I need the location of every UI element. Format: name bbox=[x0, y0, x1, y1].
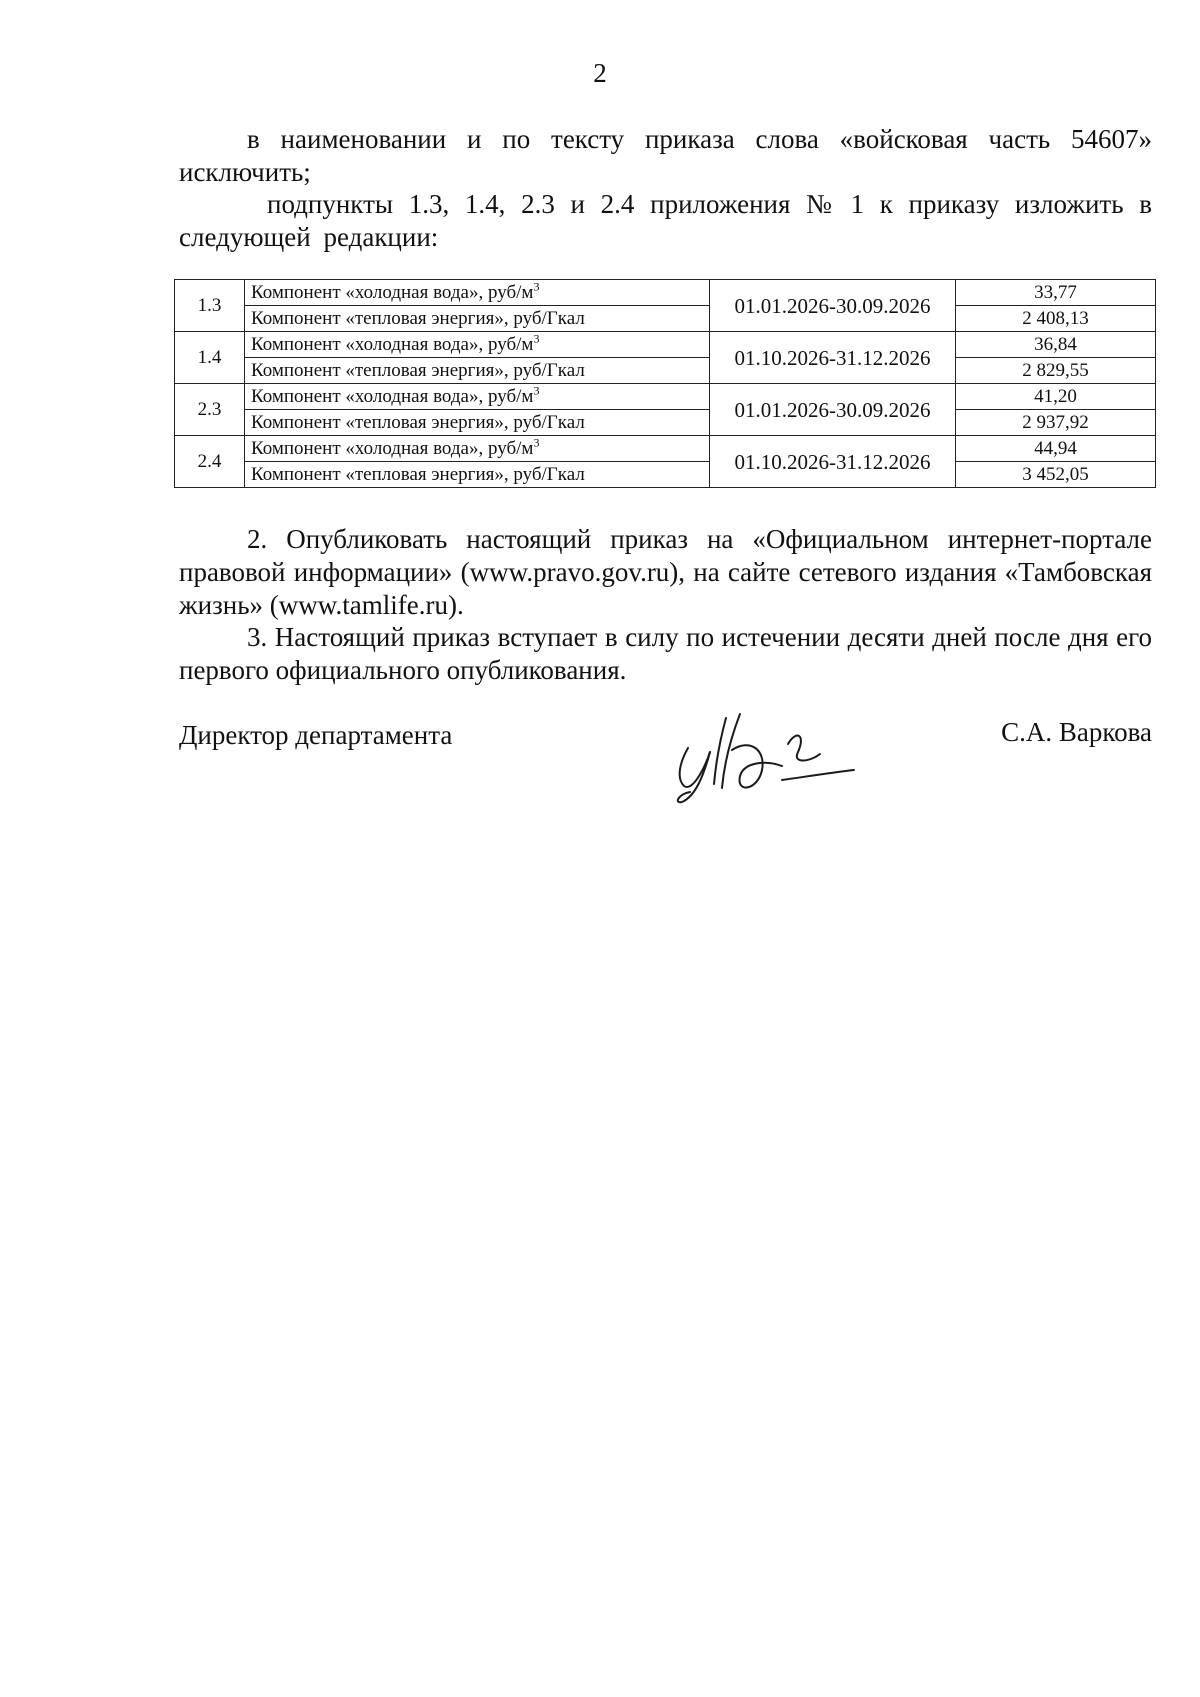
signatory-name: С.А. Варкова bbox=[1001, 717, 1152, 747]
signature-block bbox=[179, 717, 1152, 760]
table-row bbox=[175, 306, 1156, 332]
heat-energy-label: Компонент «тепловая энергия», руб/Гкал bbox=[245, 410, 710, 436]
heat-energy-label: Компонент «тепловая энергия», руб/Гкал bbox=[245, 358, 710, 384]
cold-water-value: 44,94 bbox=[956, 436, 1156, 462]
tariff-table bbox=[174, 279, 1156, 488]
table-row bbox=[175, 358, 1156, 384]
paragraph-effective-date: 3. Настоящий приказ вступает в силу по истечении десяти дней после дня его первого официального опубликования. bbox=[179, 622, 1152, 685]
table-row bbox=[175, 280, 1156, 306]
cold-water-value: 41,20 bbox=[956, 384, 1156, 410]
table-row bbox=[175, 410, 1156, 436]
paragraph-publication: 2. Опубликовать настоящий приказ на «Официальном интернет-портале правовой информации» (www.pravo.gov.ru), на сайте сетевого издания «Тамбовская жизнь» (www.tamlife.ru). bbox=[179, 524, 1152, 620]
heat-energy-value: 3 452,05 bbox=[956, 462, 1156, 488]
cold-water-value: 33,77 bbox=[956, 280, 1156, 306]
period-cell: 01.10.2026-31.12.2026 bbox=[710, 436, 956, 488]
cold-water-label: Компонент «холодная вода», руб/$м^3$ bbox=[245, 280, 710, 306]
heat-energy-label: Компонент «тепловая энергия», руб/Гкал bbox=[245, 462, 710, 488]
table-row bbox=[175, 332, 1156, 358]
cold-water-label: Компонент «холодная вода», руб/$м^3$ bbox=[245, 332, 710, 358]
table-row bbox=[175, 384, 1156, 410]
period-cell: 01.10.2026-31.12.2026 bbox=[710, 332, 956, 384]
page-number: 2 bbox=[593, 58, 607, 88]
table-row bbox=[175, 436, 1156, 462]
table-row bbox=[175, 462, 1156, 488]
subitem-number: 2.4 bbox=[175, 436, 245, 488]
period-cell: 01.01.2026-30.09.2026 bbox=[710, 384, 956, 436]
period-cell: 01.01.2026-30.09.2026 bbox=[710, 280, 956, 332]
heat-energy-label: Компонент «тепловая энергия», руб/Гкал bbox=[245, 306, 710, 332]
cold-water-label: Компонент «холодная вода», руб/$м^3$ bbox=[245, 384, 710, 410]
heat-energy-value: 2 937,92 bbox=[956, 410, 1156, 436]
cold-water-label: Компонент «холодная вода», руб/$м^3$ bbox=[245, 436, 710, 462]
subitem-number: 1.4 bbox=[175, 332, 245, 384]
cold-water-value: 36,84 bbox=[956, 332, 1156, 358]
handwritten-signature bbox=[670, 700, 860, 810]
subitem-number: 2.3 bbox=[175, 384, 245, 436]
signatory-title: Директор департамента bbox=[179, 720, 453, 750]
paragraph-subitems: подпункты 1.3, 1.4, 2.3 и 2.4 приложения № 1 к приказу изложить в следующей редакции: bbox=[179, 189, 1152, 252]
heat-energy-value: 2 408,13 bbox=[956, 306, 1156, 332]
paragraph-exclusion: в наименовании и по тексту приказа слова «войсковая часть 54607» исключить; bbox=[179, 124, 1152, 187]
subitem-number: 1.3 bbox=[175, 280, 245, 332]
heat-energy-value: 2 829,55 bbox=[956, 358, 1156, 384]
